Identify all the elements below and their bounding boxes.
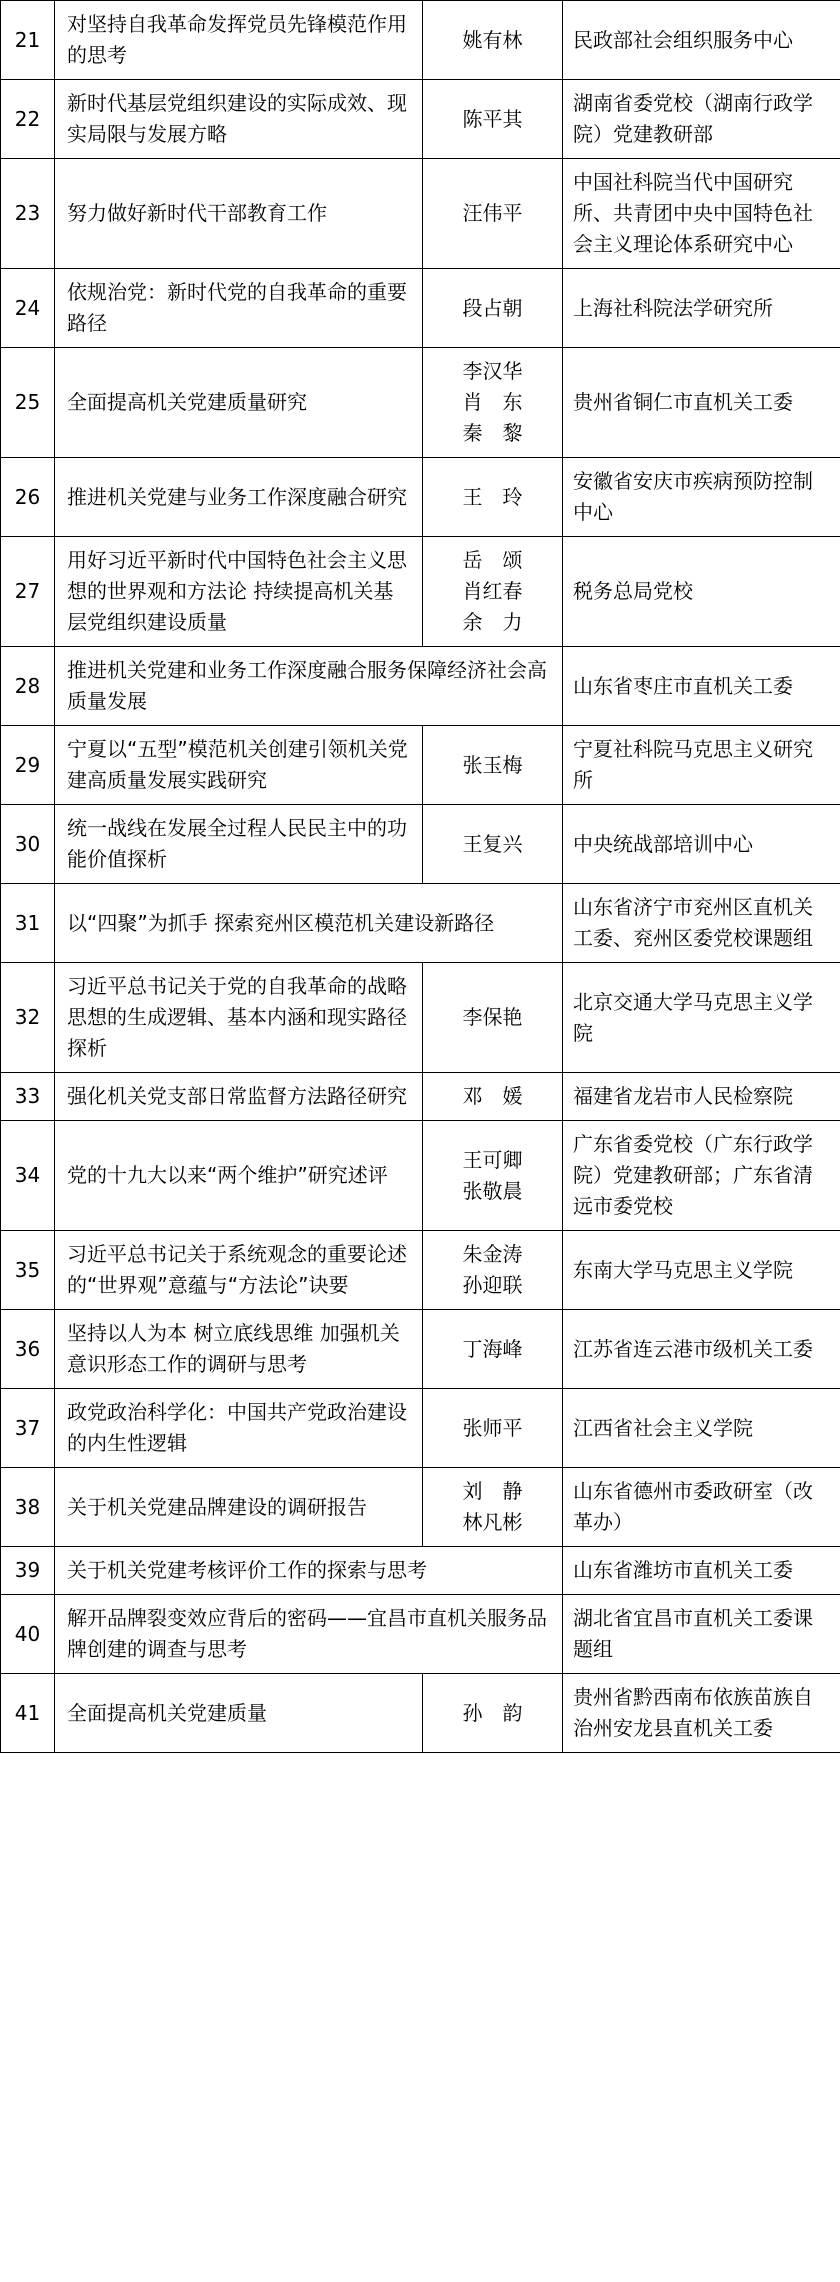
row-number: 25: [1, 348, 55, 458]
row-organization: 福建省龙岩市人民检察院: [563, 1073, 840, 1121]
row-number: 32: [1, 963, 55, 1073]
table-row: [1, 884, 840, 963]
table-row: [1, 1310, 840, 1389]
author-name: 汪伟平: [462, 201, 523, 225]
row-number: 21: [1, 1, 55, 80]
author-name: 肖 东: [462, 390, 523, 414]
row-title: 统一战线在发展全过程人民民主中的功能价值探析: [55, 805, 423, 884]
author-name: 孙迎联: [462, 1273, 523, 1297]
row-number: 24: [1, 269, 55, 348]
row-title: 强化机关党支部日常监督方法路径研究: [55, 1073, 423, 1121]
row-title: 新时代基层党组织建设的实际成效、现实局限与发展方略: [55, 80, 423, 159]
row-organization: 东南大学马克思主义学院: [563, 1231, 840, 1310]
row-number: 37: [1, 1389, 55, 1468]
author-name: 秦 黎: [462, 421, 523, 445]
author-name: 林凡彬: [462, 1510, 523, 1534]
author-name: 余 力: [462, 610, 523, 634]
row-organization: 湖南省委党校（湖南行政学院）党建教研部: [563, 80, 840, 159]
table-row: [1, 726, 840, 805]
row-title: 坚持以人为本 树立底线思维 加强机关意识形态工作的调研与思考: [55, 1310, 423, 1389]
row-number: 38: [1, 1468, 55, 1547]
author-name: 刘 静: [462, 1479, 523, 1503]
author-name: 王可卿: [462, 1147, 523, 1172]
row-organization: 贵州省铜仁市直机关工委: [563, 348, 840, 458]
table-row: [1, 1468, 840, 1547]
table-row: [1, 348, 840, 458]
row-authors: [423, 80, 563, 159]
row-organization: 中央统战部培训中心: [563, 805, 840, 884]
author-name: 李汉华: [462, 359, 523, 383]
row-number: 41: [1, 1674, 55, 1753]
row-title: 宁夏以“五型”模范机关创建引领机关党建高质量发展实践研究: [55, 726, 423, 805]
author-name: 肖红春: [462, 579, 523, 603]
row-authors: [423, 1389, 563, 1468]
row-authors: [423, 159, 563, 269]
author-name: 李保艳: [462, 1005, 523, 1029]
row-authors: [423, 726, 563, 805]
table-row: [1, 805, 840, 884]
row-number: 26: [1, 458, 55, 537]
table-row: [1, 1073, 840, 1121]
row-organization: 税务总局党校: [563, 537, 840, 647]
table-row: [1, 1121, 840, 1231]
row-organization: 湖北省宜昌市直机关工委课题组: [563, 1595, 840, 1674]
row-title: 习近平总书记关于系统观念的重要论述的“世界观”意蕴与“方法论”诀要: [55, 1231, 423, 1310]
table-row: [1, 1231, 840, 1310]
row-authors: [423, 1674, 563, 1753]
row-authors: [423, 1121, 563, 1231]
row-title: 关于机关党建品牌建设的调研报告: [55, 1468, 423, 1547]
row-number: 36: [1, 1310, 55, 1389]
row-number: 27: [1, 537, 55, 647]
author-name: 岳 颂: [462, 548, 523, 572]
row-title: 努力做好新时代干部教育工作: [55, 159, 423, 269]
row-title: 以“四聚”为抓手 探索兖州区模范机关建设新路径: [55, 884, 563, 963]
row-organization: 山东省济宁市兖州区直机关工委、兖州区委党校课题组: [563, 884, 840, 963]
author-name: 王复兴: [462, 831, 523, 856]
papers-table-body: [1, 1, 840, 1753]
author-name: 段占朝: [462, 295, 523, 320]
row-title: 党的十九大以来“两个维护”研究述评: [55, 1121, 423, 1231]
row-title: 推进机关党建与业务工作深度融合研究: [55, 458, 423, 537]
row-organization: 贵州省黔西南布依族苗族自治州安龙县直机关工委: [563, 1674, 840, 1753]
row-organization: 北京交通大学马克思主义学院: [563, 963, 840, 1073]
table-row: [1, 80, 840, 159]
row-title: 用好习近平新时代中国特色社会主义思想的世界观和方法论 持续提高机关基层党组织建设质量: [55, 537, 423, 647]
row-number: 23: [1, 159, 55, 269]
row-authors: [423, 1, 563, 80]
table-row: [1, 537, 840, 647]
table-row: [1, 963, 840, 1073]
row-authors: [423, 1310, 563, 1389]
row-organization: 宁夏社科院马克思主义研究所: [563, 726, 840, 805]
row-authors: [423, 1073, 563, 1121]
row-authors: [423, 269, 563, 348]
table-row: [1, 1595, 840, 1674]
row-number: 40: [1, 1595, 55, 1674]
row-title: 全面提高机关党建质量研究: [55, 348, 423, 458]
row-authors: [423, 1231, 563, 1310]
row-authors: [423, 458, 563, 537]
row-title: 推进机关党建和业务工作深度融合服务保障经济社会高质量发展: [55, 647, 563, 726]
row-organization: 广东省委党校（广东行政学院）党建教研部；广东省清远市委党校: [563, 1121, 840, 1231]
row-number: 35: [1, 1231, 55, 1310]
row-organization: 山东省德州市委政研室（改革办）: [563, 1468, 840, 1547]
row-number: 34: [1, 1121, 55, 1231]
table-row: [1, 159, 840, 269]
row-organization: 山东省枣庄市直机关工委: [563, 647, 840, 726]
table-row: [1, 458, 840, 537]
author-name: 陈平其: [462, 106, 523, 131]
author-name: 张玉梅: [462, 752, 523, 777]
row-authors: [423, 348, 563, 458]
row-number: 33: [1, 1073, 55, 1121]
row-title: 习近平总书记关于党的自我革命的战略思想的生成逻辑、基本内涵和现实路径探析: [55, 963, 423, 1073]
author-name: 孙 韵: [462, 1700, 523, 1725]
row-authors: [423, 537, 563, 647]
row-title: 解开品牌裂变效应背后的密码——宜昌市直机关服务品牌创建的调查与思考: [55, 1595, 563, 1674]
row-title: 对坚持自我革命发挥党员先锋模范作用的思考: [55, 1, 423, 80]
row-number: 31: [1, 884, 55, 963]
author-name: 张敬晨: [462, 1178, 523, 1203]
table-row: [1, 647, 840, 726]
table-row: [1, 1389, 840, 1468]
row-authors: [423, 1468, 563, 1547]
author-name: 朱金涛: [462, 1242, 523, 1266]
table-row: [1, 1, 840, 80]
row-number: 28: [1, 647, 55, 726]
author-name: 邓 媛: [462, 1084, 523, 1108]
row-number: 39: [1, 1547, 55, 1595]
author-name: 丁海峰: [462, 1336, 523, 1361]
row-organization: 江西省社会主义学院: [563, 1389, 840, 1468]
row-organization: 上海社科院法学研究所: [563, 269, 840, 348]
row-organization: 江苏省连云港市级机关工委: [563, 1310, 840, 1389]
row-authors: [423, 805, 563, 884]
row-organization: 山东省潍坊市直机关工委: [563, 1547, 840, 1595]
author-name: 王 玲: [462, 484, 523, 509]
row-number: 22: [1, 80, 55, 159]
table-row: [1, 1547, 840, 1595]
row-organization: 安徽省安庆市疾病预防控制中心: [563, 458, 840, 537]
row-title: 依规治党：新时代党的自我革命的重要路径: [55, 269, 423, 348]
row-title: 全面提高机关党建质量: [55, 1674, 423, 1753]
table-row: [1, 1674, 840, 1753]
row-number: 30: [1, 805, 55, 884]
row-title: 关于机关党建考核评价工作的探索与思考: [55, 1547, 563, 1595]
row-organization: 中国社科院当代中国研究所、共青团中央中国特色社会主义理论体系研究中心: [563, 159, 840, 269]
row-organization: 民政部社会组织服务中心: [563, 1, 840, 80]
author-name: 姚有林: [462, 27, 523, 52]
row-authors: [423, 963, 563, 1073]
row-number: 29: [1, 726, 55, 805]
table-row: [1, 269, 840, 348]
author-name: 张师平: [462, 1415, 523, 1440]
row-title: 政党政治科学化：中国共产党政治建设的内生性逻辑: [55, 1389, 423, 1468]
